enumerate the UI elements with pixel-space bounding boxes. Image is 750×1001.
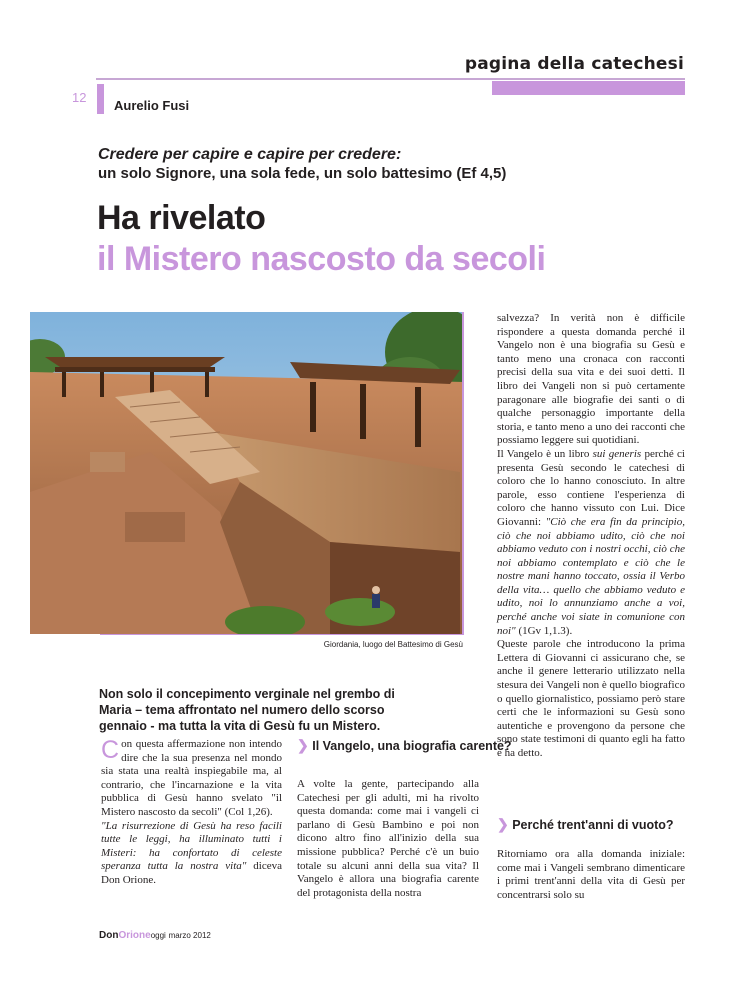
john-quote: "Ciò che era fin da principio, ciò che noi abbiamo udito, ciò che noi abbiamo veduto con i nostri occhi, ciò che noi abbiamo contemplato e ciò che le nostre mani hanno toccato, ossia il Verbo della vita… quello che abbiamo veduto e udito, noi lo annunziamo anche a voi, perché anche voi siate in comunione con noi" [497, 515, 685, 637]
chevron-right-icon: ❯ [297, 737, 309, 753]
don-orione-quote: "La risurrezione di Gesù ha reso facili tutte le leggi, ha illuminato tutti i Misteri: ha confortato di celeste speranza tutta la nostra vita" [101, 819, 282, 873]
drop-cap: C [101, 736, 120, 764]
column-3 [497, 312, 685, 761]
col3-paragraph-4: Ritorniamo ora alla domanda iniziale: come mai i Vangeli sembrano dimenticare i primi trent'anni della vita di Gesù per concentrarsi solo su [497, 848, 685, 901]
col3-p2-a: Il Vangelo è un libro [497, 447, 593, 460]
section-title: pagina della catechesi [464, 54, 684, 74]
article-kicker: Credere per capire e capire per credere: [98, 146, 402, 163]
brand-orione: Orione [118, 930, 151, 941]
quote-attribution: diceva Don Orione. [101, 860, 282, 886]
john-quote-ref: (1Gv 1,1.3). [515, 624, 573, 637]
column-1 [101, 738, 282, 888]
col1-text: on questa affermazione non intendo dire che la sua presenza nel mondo sia stata una realtà inspiegabile ma, al contrario, che l'incarnazione e la vita pubblica di Gesù hanno svelato "il Mistero nascosto da secoli" (Col 1,26). [101, 738, 282, 818]
column-3-continued [497, 848, 685, 902]
article-title: Ha rivelato [97, 199, 266, 237]
column-2 [297, 778, 479, 900]
issue-date: marzo 2012 [168, 931, 211, 940]
col3-paragraph-2 [497, 448, 685, 638]
col1-paragraph-1 [101, 738, 282, 820]
article-lead: Non solo il concepimento verginale nel grembo di Maria – tema affrontato nel numero dello scorso gennaio - ma tutta la vita di Gesù fu un Mistero. [99, 687, 395, 733]
baptism-site-illustration [30, 312, 464, 634]
col3-paragraph-1: salvezza? In verità non è difficile rispondere a questa domanda perché il Vangelo non è una biografia su Gesù e tanto meno una cronaca con racconti precisi della sua vita e dei suoi detti. Il libro dei Vangeli non si può certamente paragonare alle biografie dei santi o di qualche personaggio importante della storia, e tanto meno a uno dei racconti che possiamo leggere sui quotidiani. [497, 312, 685, 447]
photo-frame-right [462, 312, 464, 634]
chevron-right-icon: ❯ [497, 816, 509, 832]
photo-caption: Giordania, luogo del Battesimo di Gesù [323, 640, 463, 649]
subheading-biography [297, 738, 512, 754]
author-name: Aurelio Fusi [114, 98, 190, 113]
col3-paragraph-3: Queste parole che introducono la prima Lettera di Giovanni ci assicurano che, se anche il genere letterario utilizzato nella stesura dei Vangeli non è quello biografico o quello giornalistico, possiamo però stare certi che le informazioni su Gesù sono autentiche e provengono da persone che sono state testimoni di quanto egli ha fatto e ha detto. [497, 638, 685, 759]
subheading-biography-text: Il Vangelo, una biografia carente? [312, 739, 512, 753]
section-accent-bar [492, 81, 685, 95]
page-number: 12 [72, 90, 87, 105]
col3-p2-sui-generis: sui generis [592, 447, 642, 460]
col1-paragraph-2 [101, 820, 282, 888]
section-divider [96, 78, 685, 80]
footer-masthead [99, 930, 211, 941]
author-accent-bar [97, 84, 104, 114]
col2-paragraph: A volte la gente, partecipando alla Catechesi per gli adulti, mi ha rivolto questa domanda: come mai i vangeli ci parlano di Gesù Bambino e poi non dicono altro fino all'inizio della sua missione pubblica? Perché c'è un buio totale su alcuni anni della sua vita? Il Vangelo è allora una biografia carente del protagonista della nostra [297, 778, 479, 899]
col3-p2-c: perché ci presenta Gesù secondo le catechesi di coloro che lo hanno conosciuto. In altre parole, esso contiene l'esperienza di coloro che hanno vissuto con Lui. Dice Giovanni: [497, 447, 685, 528]
brand-don: Don [99, 930, 119, 941]
baptism-site-photo [30, 312, 464, 634]
photo-frame-bottom [100, 634, 464, 635]
article-title-accent: il Mistero nascosto da secoli [97, 240, 546, 278]
article-kicker-line2: un solo Signore, una sola fede, un solo battesimo (Ef 4,5) [98, 165, 507, 182]
subheading-thirty-years [497, 817, 674, 833]
brand-oggi: oggi [150, 931, 166, 940]
subheading-thirty-years-text: Perché trent'anni di vuoto? [512, 818, 674, 832]
